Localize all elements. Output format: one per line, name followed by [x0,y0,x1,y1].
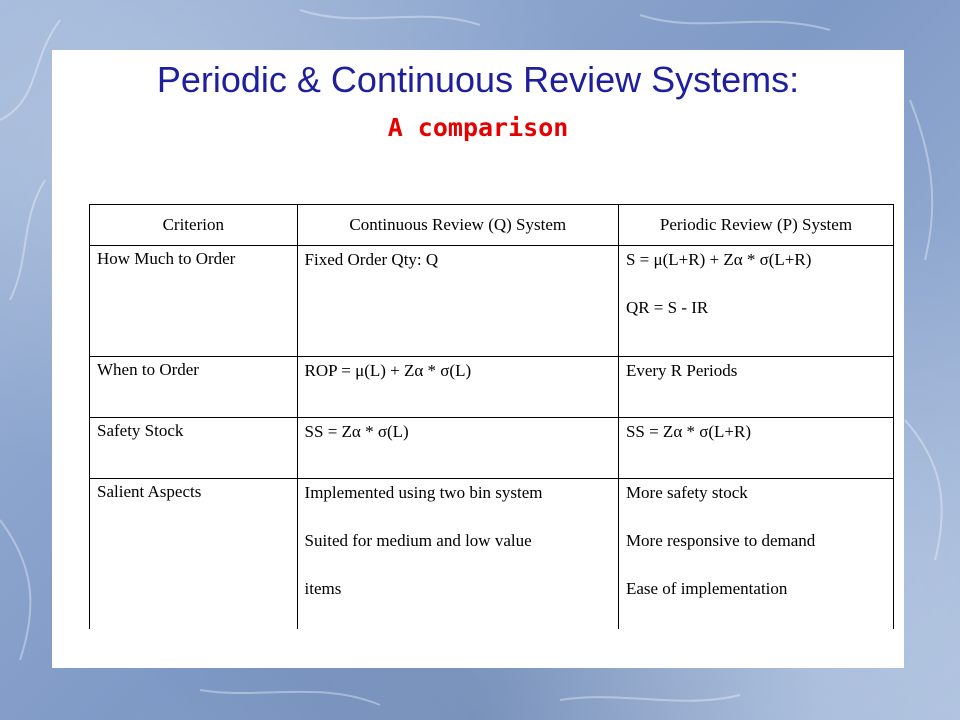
slide-title: Periodic & Continuous Review Systems: [156,59,800,100]
criterion-cell: When to Order [90,357,298,418]
periodic-cell [618,418,893,479]
formula-safety-stock-q: SS = Zα * σ(L) [304,422,409,441]
slide-subtitle: A comparison [387,113,569,142]
continuous-cell [297,246,618,357]
periodic-cell [618,479,893,630]
cell-text: items [304,579,342,598]
periodic-cell [618,357,893,418]
cell-text: Every R Periods [625,361,738,380]
cell-text: Implemented using two bin system [304,483,543,502]
comparison-table [89,204,894,629]
cell-text: Suited for medium and low value [304,531,532,550]
cell-text: Ease of implementation [625,579,788,598]
continuous-cell [297,418,618,479]
header-continuous: Continuous Review (Q) System [297,205,618,246]
table-row [90,246,894,357]
continuous-cell [297,479,618,630]
periodic-cell [618,246,893,357]
formula-safety-stock-p: SS = Zα * σ(L+R) [625,422,752,441]
criterion-cell: How Much to Order [90,246,298,357]
table-row [90,418,894,479]
table-row [90,357,894,418]
formula-order-qty: QR = S - IR [625,298,709,317]
header-criterion: Criterion [90,205,298,246]
header-periodic: Periodic Review (P) System [618,205,893,246]
table-header-row [90,205,894,246]
cell-text: More safety stock [625,483,748,502]
table-row [90,479,894,630]
slide-panel [52,50,904,668]
criterion-cell: Salient Aspects [90,479,298,630]
cell-text: Fixed Order Qty: Q [304,250,439,269]
criterion-cell: Safety Stock [90,418,298,479]
formula-order-up-to: S = μ(L+R) + Zα * σ(L+R) [625,250,812,269]
cell-text: More responsive to demand [625,531,816,550]
formula-rop: ROP = μ(L) + Zα * σ(L) [304,361,472,380]
continuous-cell [297,357,618,418]
